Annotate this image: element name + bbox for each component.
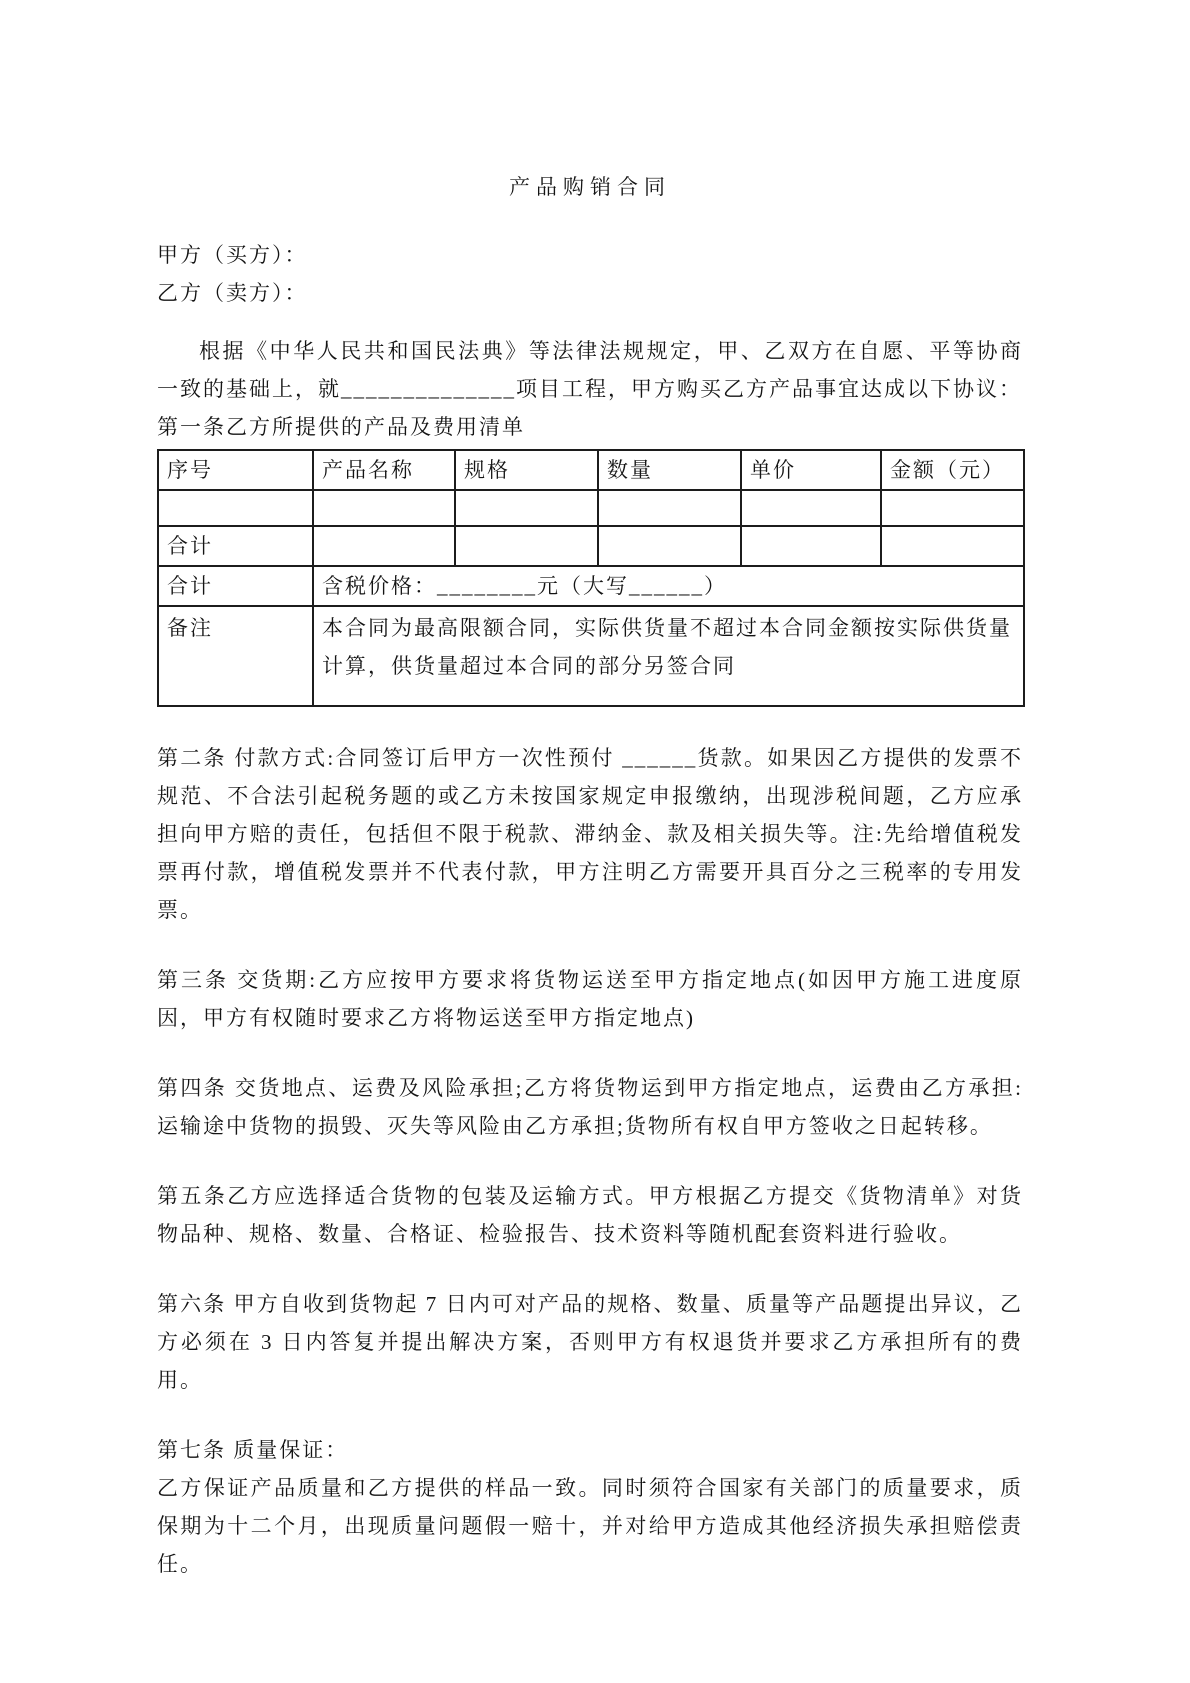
table-price-row — [158, 566, 1024, 606]
header-cell-quantity: 数量 — [598, 450, 741, 490]
table-total-row — [158, 526, 1024, 566]
empty-cell — [881, 490, 1024, 526]
empty-cell — [741, 526, 881, 566]
document-title: 产品购销合同 — [509, 175, 671, 199]
empty-cell — [741, 490, 881, 526]
party-a-line: 甲方（买方）： — [157, 243, 308, 267]
header-cell-seq: 序号 — [158, 450, 313, 490]
total-label-cell: 合计 — [158, 526, 313, 566]
header-cell-unit-price: 单价 — [741, 450, 881, 490]
empty-cell — [455, 490, 598, 526]
product-fee-table — [157, 449, 1025, 707]
empty-cell — [598, 490, 741, 526]
clause-6-inspection: 第六条 甲方自收到货物起 7 日内可对产品的规格、数量、质量等产品题提出异议，乙方必须在 3 日内答复并提出解决方案，否则甲方有权退货并要求乙方承担所有的费用。 — [157, 1292, 1023, 1392]
tax-price-cell: 含税价格：________元（大写______） — [313, 566, 1024, 606]
party-b-line: 乙方（卖方）： — [157, 281, 308, 305]
table-empty-row — [158, 490, 1024, 526]
empty-cell — [313, 526, 455, 566]
empty-cell — [313, 490, 455, 526]
intro-paragraph: 根据《中华人民共和国民法典》等法律法规规定，甲、乙双方在自愿、平等协商一致的基础上，就______________项目工程，甲方购买乙方产品事宜达成以下协议： — [157, 339, 1023, 401]
empty-cell — [158, 490, 313, 526]
clause-7-heading: 第七条 质量保证： — [157, 1438, 349, 1462]
clause-1-heading: 第一条乙方所提供的产品及费用清单 — [157, 415, 525, 439]
header-cell-spec: 规格 — [455, 450, 598, 490]
empty-cell — [455, 526, 598, 566]
table-remark-row — [158, 606, 1024, 706]
clause-4-delivery-place-risk: 第四条 交货地点、运费及风险承担;乙方将货物运到甲方指定地点，运费由乙方承担:运输途中货物的损毁、灭失等风险由乙方承担;货物所有权自甲方签收之日起转移。 — [157, 1076, 1023, 1138]
clause-5-packaging: 第五条乙方应选择适合货物的包装及运输方式。甲方根据乙方提交《货物清单》对货物品种、规格、数量、合格证、检验报告、技术资料等随机配套资料进行验收。 — [157, 1184, 1023, 1246]
clause-2-payment: 第二条 付款方式:合同签订后甲方一次性预付 ______货款。如果因乙方提供的发票不规范、不合法引起税务题的或乙方未按国家规定申报缴纳，出现涉税间题，乙方应承担向甲方赔的责任，包括但不限于税款、滞纳金、款及相关损失等。注:先给增值税发票再付款，增值税发票并不代表付款，甲方注明乙方需要开具百分之三税率的专用发票。 — [157, 746, 1023, 922]
empty-cell — [881, 526, 1024, 566]
contract-page — [157, 168, 1023, 1583]
header-cell-product-name: 产品名称 — [313, 450, 455, 490]
remark-label-cell: 备注 — [158, 606, 313, 706]
clause-3-delivery-time: 第三条 交货期:乙方应按甲方要求将货物运送至甲方指定地点(如因甲方施工进度原因，甲方有权随时要求乙方将物运送至甲方指定地点) — [157, 968, 1023, 1030]
clause-7-quality-body: 乙方保证产品质量和乙方提供的样品一致。同时须符合国家有关部门的质量要求，质保期为十二个月，出现质量问题假一赔十，并对给甲方造成其他经济损失承担赔偿责任。 — [157, 1476, 1023, 1576]
header-cell-amount: 金额（元） — [881, 450, 1024, 490]
table-header-row — [158, 450, 1024, 490]
remark-text-cell: 本合同为最高限额合同，实际供货量不超过本合同金额按实际供货量计算，供货量超过本合同的部分另签合同 — [313, 606, 1024, 706]
total2-label-cell: 合计 — [158, 566, 313, 606]
empty-cell — [598, 526, 741, 566]
